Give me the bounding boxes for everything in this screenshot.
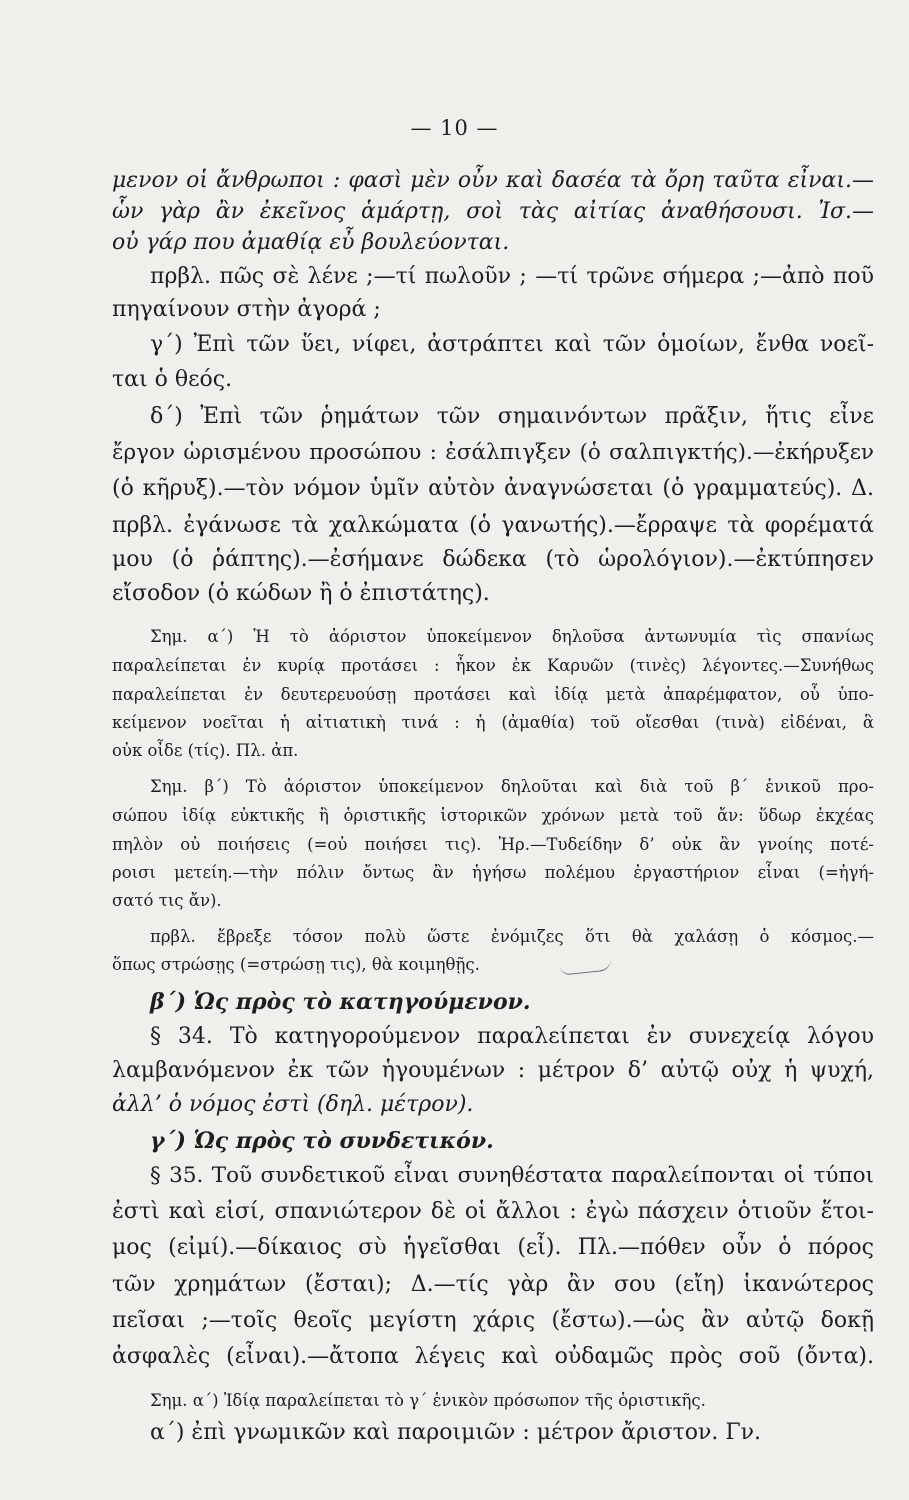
page-number: — 10 —	[410, 116, 499, 140]
note-line: Σημ. α΄) Ἰδίᾳ παραλείπεται τὸ γ΄ ἑνικὸν πρόσωπον τῆς ὁριστικῆς.	[150, 1391, 706, 1410]
text-line: § 34. Τὸ κατηγορούμενον παραλείπεται ἐν συνεχείᾳ λόγου	[150, 1024, 874, 1049]
text-line: μενον οἱ ἄνθρωποι : φασὶ μὲν οὖν καὶ δασέα τὰ ὄρη ταῦτα εἶναι.—	[112, 168, 874, 193]
note-line: παραλείπεται ἐν κυρίᾳ προτάσει : ἧκον ἐκ Καρυῶν (τινὲς) λέγοντες.—Συνήθως	[112, 656, 874, 675]
note-line: σώπου ἰδίᾳ εὐκτικῆς ἢ ὁριστικῆς ἱστορικῶν χρόνων μετὰ τοῦ ἄν: ὕδωρ ἐκχέας	[112, 806, 874, 825]
note-line: οὐκ οἶδε (τίς). Πλ. ἀπ.	[112, 741, 299, 760]
text-line: εἴσοδον (ὁ κώδων ἢ ὁ ἐπιστάτης).	[112, 581, 490, 606]
text-line: ται ὁ θεός.	[112, 367, 233, 392]
text-line: τῶν χρημάτων (ἔσται); Δ.—τίς γὰρ ἂν σου (εἴη) ἱκανώτερος	[112, 1272, 874, 1297]
note-line: ὅπως στρώσῃς (=στρώσῃ τις), θὰ κοιμηθῇς.	[112, 955, 480, 974]
text-line: ἐστὶ καὶ εἰσί, σπανιώτερον δὲ οἱ ἄλλοι : ἐγὼ πάσχειν ὁτιοῦν ἕτοι-	[112, 1199, 874, 1224]
text-line: α΄) ἐπὶ γνωμικῶν καὶ παροιμιῶν : μέτρον ἄριστον. Γν.	[150, 1420, 761, 1445]
section-heading: β΄) Ὡς πρὸς τὸ κατηγούμενον.	[150, 989, 531, 1015]
note-line: κείμενον νοεῖται ἡ αἰτιατικὴ τινά : ἡ (ἀμαθία) τοῦ οἴεσθαι (τινὰ) εἰδέναι, ἃ	[112, 713, 874, 732]
note-line: ροισι μετείη.—τὴν πόλιν ὄντως ἂν ἡγήσω πολέμου ἐργαστήριον εἶναι (=ἡγή-	[112, 863, 874, 882]
text-line: πρβλ. ἐγάνωσε τὰ χαλκώματα (ὁ γανωτής).—ἔρραψε τὰ φορέματά	[112, 513, 874, 538]
text-line: πεῖσαι ;—τοῖς θεοῖς μεγίστη χάρις (ἔστω).—ὡς ἂν αὐτῷ δοκῇ	[112, 1308, 874, 1333]
text-line: ἀσφαλὲς (εἶναι).—ἄτοπα λέγεις καὶ οὐδαμῶς πρὸς σοῦ (ὄντα).	[112, 1344, 874, 1369]
text-line: γ΄) Ἐπὶ τῶν ὕει, νίφει, ἀστράπτει καὶ τῶν ὁμοίων, ἔνθα νοεῖ-	[150, 332, 874, 357]
text-line: § 35. Τοῦ συνδετικοῦ εἶναι συνηθέστατα παραλείπονται οἱ τύποι	[150, 1163, 874, 1188]
text-line: (ὁ κῆρυξ).—τὸν νόμον ὑμῖν αὐτὸν ἀναγνώσεται (ὁ γραμματεύς). Δ.	[112, 476, 874, 501]
text-line: ἀλλ’ ὁ νόμος ἐστὶ (δηλ. μέτρον).	[112, 1092, 474, 1117]
note-line: Σημ. α΄) Ἡ τὸ ἀόριστον ὑποκείμενον δηλοῦσα ἀντωνυμία τὶς σπανίως	[150, 627, 874, 646]
note-line: σατό τις ἄν).	[112, 891, 222, 910]
section-heading: γ΄) Ὡς πρὸς τὸ συνδετικόν.	[150, 1128, 494, 1154]
note-line: πηλὸν οὐ ποιήσεις (=οὐ ποιήσει τις). Ἡρ.—Τυδείδην δ’ οὐκ ἂν γνοίης ποτέ-	[112, 835, 874, 854]
note-line: Σημ. β΄) Τὸ ἀόριστον ὑποκείμενον δηλοῦται καὶ διὰ τοῦ β΄ ἑνικοῦ προ-	[150, 777, 874, 796]
text-line: μου (ὁ ῥάπτης).—ἐσήμανε δώδεκα (τὸ ὡρολόγιον).—ἐκτύπησεν	[112, 547, 874, 572]
note-line: πρβλ. ἔβρεξε τόσον πολὺ ὥστε ἐνόμιζες ὅτι θὰ χαλάσῃ ὁ κόσμος.—	[150, 927, 874, 946]
text-line: πηγαίνουν στὴν ἀγορά ;	[112, 297, 381, 322]
note-line: παραλείπεται ἐν δευτερευούσῃ προτάσει καὶ ἰδίᾳ μετὰ ἀπαρέμφατον, οὗ ὑπο-	[112, 685, 874, 704]
text-line: δ΄) Ἐπὶ τῶν ῥημάτων τῶν σημαινόντων πρᾶξιν, ἥτις εἶνε	[150, 404, 874, 429]
text-line: μος (εἰμί).—δίκαιος σὺ ἡγεῖσθαι (εἶ). Πλ.—πόθεν οὖν ὁ πόρος	[112, 1235, 874, 1260]
text-line: οὐ γάρ που ἀμαθίᾳ εὖ βουλεύονται.	[112, 230, 510, 255]
text-line: ὧν γὰρ ἂν ἐκεῖνος ἁμάρτῃ, σοὶ τὰς αἰτίας ἀναθήσουσι. Ἰσ.—	[112, 199, 874, 224]
text-line: πρβλ. πῶς σὲ λένε ;—τί πωλοῦν ; —τί τρῶνε σήμερα ;—ἀπὸ ποῦ	[150, 264, 874, 289]
text-line: ἔργον ὡρισμένου προσώπου : ἐσάλπιγξεν (ὁ σαλπιγκτής).—ἐκήρυξεν	[112, 440, 874, 465]
text-line: λαμβανόμενον ἐκ τῶν ἡγουμένων : μέτρον δ’ αὐτῷ οὐχ ἡ ψυχή,	[112, 1058, 874, 1083]
